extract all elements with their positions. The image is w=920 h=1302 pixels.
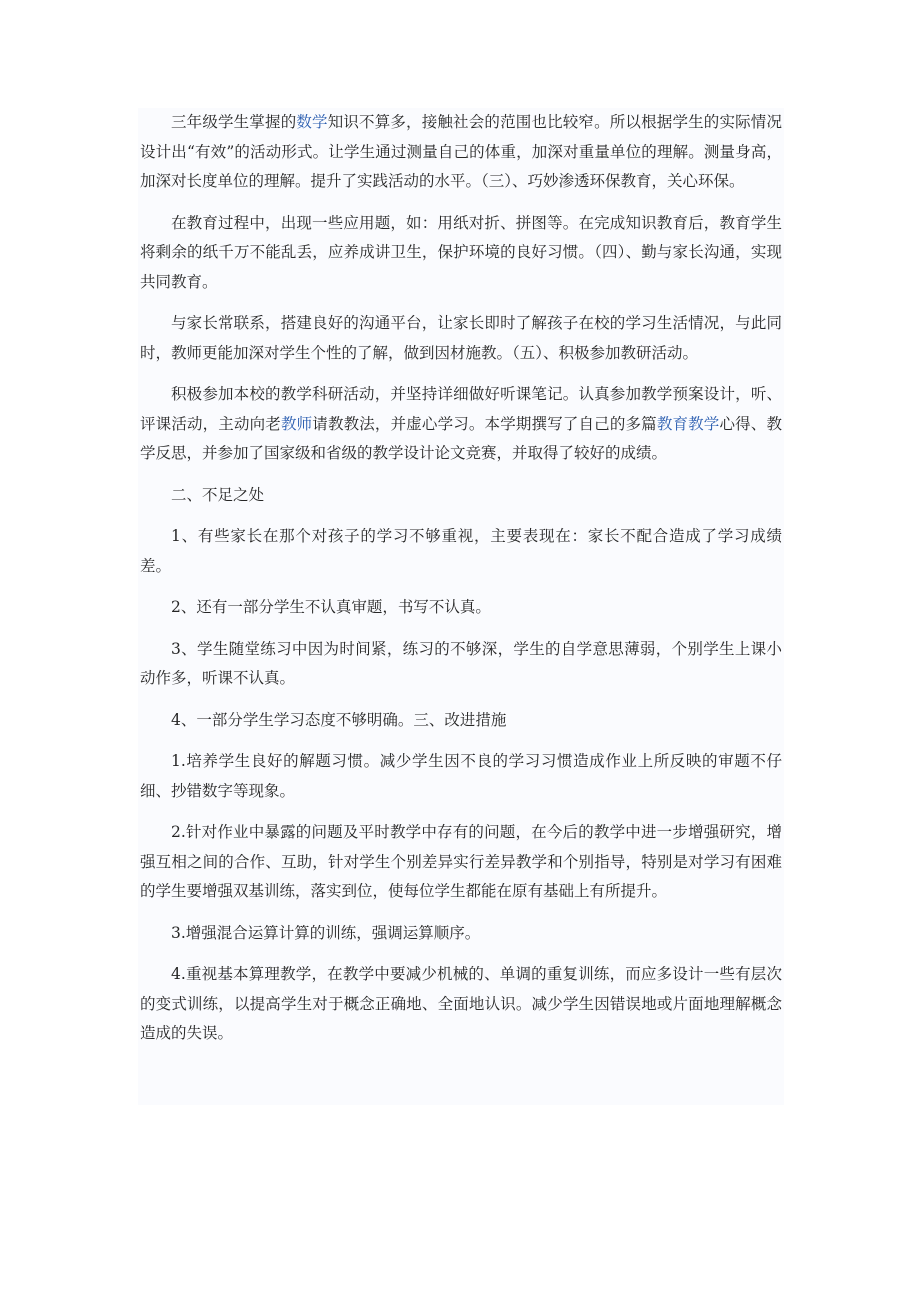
text-segment: 1、有些家长在那个对孩子的学习不够重视，主要表现在：家长不配合造成了学习成绩差。 (140, 527, 782, 575)
paragraph (138, 309, 784, 368)
paragraph (138, 706, 784, 736)
paragraph (138, 818, 784, 907)
link-education-teaching[interactable]: 教育教学 (656, 414, 720, 433)
paragraph (138, 380, 784, 469)
paragraph (138, 747, 784, 806)
text-segment: 积极参加本校的教学科研活动，并坚持详细做好听课笔记。认真参加教学预案设计，听、评课活动，主动向老 (140, 385, 782, 433)
paragraph (138, 209, 784, 298)
paragraph (138, 635, 784, 694)
document-body (138, 108, 784, 1105)
text-segment: 3.增强混合运算计算的训练，强调运算顺序。 (171, 923, 481, 942)
text-segment: 在教育过程中，出现一些应用题，如：用纸对折、拼图等。在完成知识教育后，教育学生将剩余的纸千万不能乱丢，应养成讲卫生，保护环境的良好习惯。（四）、勤与家长沟通，实现共同教育。 (140, 213, 782, 291)
text-segment: 2、还有一部分学生不认真审题，书写不认真。 (171, 598, 491, 616)
text-segment: 二、不足之处 (171, 485, 265, 504)
text-segment: 2.针对作业中暴露的问题及平时教学中存有的问题，在今后的教学中进一步增强研究，增强互相之间的合作、互助，针对学生个别差异实行差异教学和个别指导，特别是对学习有困难的学生要增强双基训练，落实到位，使每位学生都能在原有基础上有所提升。 (140, 823, 782, 900)
paragraph (138, 919, 784, 949)
text-segment: 知识不算多，接触社会的范围也比较窄。所以根据学生的实际情况设计出“有效”的活动形式。让学生通过测量自己的体重，加深对重量单位的理解。测量身高，加深对长度单位的理解。提升了实践活动的水平。（三）、巧妙渗透环保教育，关心环保。 (140, 113, 782, 190)
paragraph (138, 593, 784, 623)
paragraph (138, 522, 784, 581)
text-segment: 1.培养学生良好的解题习惯。减少学生因不良的学习习惯造成作业上所反映的审题不仔细、抄错数字等现象。 (140, 752, 782, 800)
link-teacher[interactable]: 教师 (280, 414, 313, 433)
text-segment: 心得、教学反思，并参加了国家级和省级的教学设计论文竞赛，并取得了较好的成绩。 (140, 414, 782, 462)
text-segment: 三年级学生掌握的 (171, 113, 297, 131)
paragraph (138, 960, 784, 1049)
paragraph (138, 108, 784, 197)
text-segment: 4、一部分学生学习态度不够明确。三、改进措施 (171, 710, 507, 729)
link-math[interactable]: 数学 (296, 113, 328, 131)
text-segment: 请教教法，并虚心学习。本学期撰写了自己的多篇 (312, 414, 657, 433)
text-segment: 4.重视基本算理教学，在教学中要减少机械的、单调的重复训练，而应多设计一些有层次的变式训练，以提高学生对于概念正确地、全面地认识。减少学生因错误地或片面地理解概念造成的失误。 (140, 965, 782, 1042)
text-segment: 3、学生随堂练习中因为时间紧，练习的不够深，学生的自学意思薄弱，个别学生上课小动作多，听课不认真。 (140, 639, 782, 687)
section-heading (138, 481, 784, 511)
text-segment: 与家长常联系，搭建良好的沟通平台，让家长即时了解孩子在校的学习生活情况，与此同时，教师更能加深对学生个性的了解，做到因材施教。（五）、积极参加教研活动。 (140, 314, 782, 362)
